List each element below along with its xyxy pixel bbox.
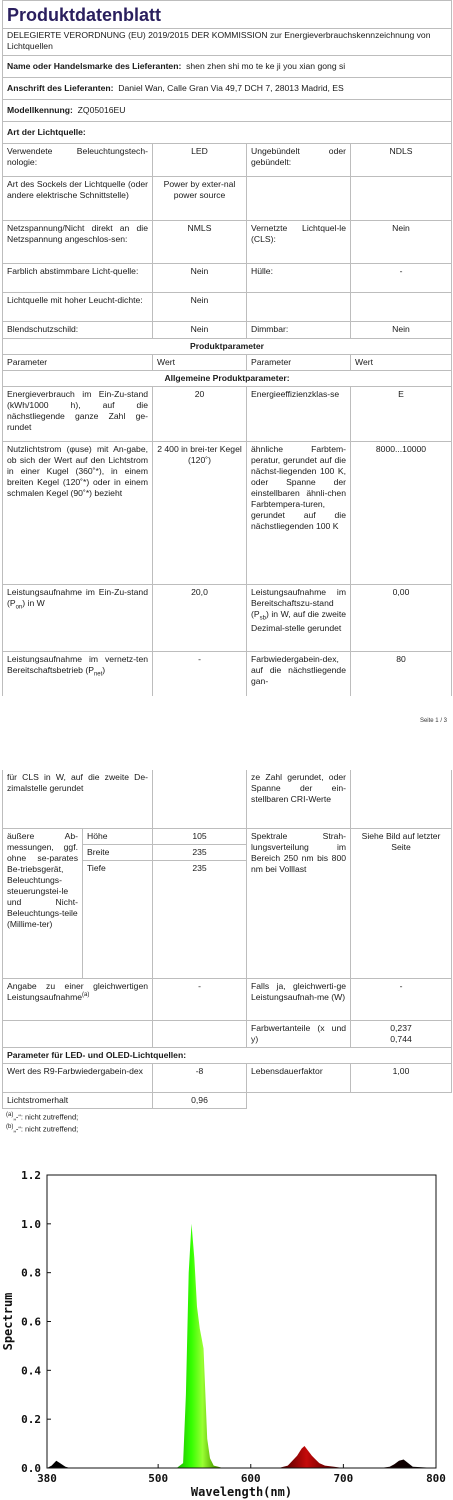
survival-factor-value: 1,00	[351, 1063, 452, 1092]
lumen-maintenance-label: Lichtstromerhalt	[3, 1092, 153, 1108]
footnote-a-text: „-“: nicht zutreffend;	[13, 1112, 79, 1121]
model-label: Modellkennung:	[7, 105, 73, 116]
equivalent-power-watt-label: Falls ja, gleichwerti-ge Leistungsaufnah-me (W)	[247, 978, 351, 1020]
x-tick-label: 800	[426, 1472, 446, 1485]
standby-power-text-end: ) in W, auf die zweite Dezimal-stelle gerundet	[251, 609, 346, 634]
empty-cell	[247, 1092, 351, 1108]
empty-cell	[351, 177, 452, 221]
technology-label: Verwendete Beleuchtungstech-nologie:	[3, 144, 153, 177]
datasheet-page-1	[0, 0, 453, 724]
light-source-type-heading: Art der Lichtquelle:	[3, 122, 452, 144]
networked-standby-label	[3, 652, 153, 696]
column-header-value: Wert	[153, 355, 247, 371]
empty-cell	[351, 293, 452, 322]
depth-label: Tiefe	[83, 860, 153, 978]
energy-consumption-label: Energieverbrauch im Ein-Zu-stand (kWh/1000 h), auf die nächstliegende ganze Zahl ge-rundet	[3, 387, 153, 442]
datasheet-table-2	[2, 770, 452, 1109]
networked-standby-text-end: )	[102, 665, 106, 676]
chromaticity-value	[351, 1020, 452, 1047]
standby-power-value: 0,00	[351, 585, 452, 652]
footnote-b	[6, 1123, 453, 1135]
on-mode-power-text: Leistungsaufnahme im Ein-Zu-stand (P	[7, 587, 148, 609]
product-parameters-heading: Produktparameter	[3, 339, 452, 355]
survival-factor-label: Lebensdauerfaktor	[247, 1063, 351, 1092]
supplier-name-row	[3, 56, 452, 78]
cri-value: 80	[351, 652, 452, 696]
cct-label: ähnliche Farbtem-peratur, gerundet auf die nächst-liegenden 100 K, oder Spanne der einstellbaren ähnli-chen Farbtempera-turen, gerundet auf die nächstliegenden 100 K	[247, 442, 351, 585]
empty-cell	[153, 770, 247, 828]
supplier-address-row	[3, 78, 452, 100]
cap-type-label: Art des Sockels der Lichtquelle (oder andere elektrische Schnittstelle)	[3, 177, 153, 221]
energy-consumption-value: 20	[153, 387, 247, 442]
cls-value: Nein	[351, 221, 452, 264]
glare-shield-label: Blendschutzschild:	[3, 322, 153, 339]
luminous-flux-value: 2 400 in brei-ter Kegel (120˚)	[153, 442, 247, 585]
spectrum-chart	[0, 1150, 453, 1500]
y-tick-label: 0.2	[21, 1413, 41, 1427]
datasheet-table-1	[2, 0, 452, 696]
energy-class-value: E	[351, 387, 452, 442]
column-header-parameter: Parameter	[247, 355, 351, 371]
networked-standby-continued: für CLS in W, auf die zweite De-zimalstelle gerundet	[3, 770, 153, 828]
on-mode-power-text-end: ) in W	[22, 598, 45, 609]
equivalent-power-watt-value: -	[351, 978, 452, 1020]
width-label: Breite	[83, 844, 153, 860]
equivalent-power-text: Angabe zu einer gleichwertigen Leistungsaufnahme	[7, 980, 149, 1002]
energy-class-label: Energieeffizienzklas-se	[247, 387, 351, 442]
standby-power-label	[247, 585, 351, 652]
supplier-address-value: Daniel Wan, Calle Gran Via 49,7 DCH 7, 28013 Madrid, ES	[118, 83, 344, 94]
standby-power-text: Leistungsaufnahme im Bereitschaftszu-stand (P	[251, 587, 346, 620]
x-axis-label: Wavelength(nm)	[190, 1485, 293, 1499]
cct-value: 8000...10000	[351, 442, 452, 585]
on-mode-power-label	[3, 585, 153, 652]
cri-label: Farbwiedergabein-dex, auf die nächstliegende gan-	[247, 652, 351, 696]
plot-area	[47, 1224, 436, 1468]
footnotes	[6, 1111, 453, 1135]
tunable-label: Farblich abstimmbare Licht-quelle:	[3, 264, 153, 293]
y-tick-label: 0.0	[21, 1462, 41, 1475]
column-header-parameter: Parameter	[3, 355, 153, 371]
footnote-b-text: „-“: nicht zutreffend;	[13, 1124, 79, 1134]
on-mode-power-subscript: on	[15, 604, 23, 611]
empty-cell	[351, 770, 452, 828]
glare-shield-value: Nein	[153, 322, 247, 339]
networked-standby-subscript: net	[93, 671, 103, 678]
spectral-distribution-label: Spektrale Strah-lungsverteilung im Bereich 250 nm bis 800 nm bei Volllast	[247, 828, 351, 978]
envelope-label: Hülle:	[247, 264, 351, 293]
height-label: Höhe	[83, 828, 153, 844]
cri-label-continued: ze Zahl gerundet, oder Spanne der ein-stellbaren CRI-Werte	[247, 770, 351, 828]
networked-standby-value: -	[153, 652, 247, 696]
chromaticity-y: 0,744	[390, 1033, 412, 1044]
y-tick-label: 1.0	[21, 1217, 41, 1231]
supplier-name-label: Name oder Handelsmarke des Lieferanten:	[7, 61, 182, 72]
cls-label: Vernetzte Lichtquel-le (CLS):	[247, 221, 351, 264]
dimensions-label: äußere Ab-messungen, ggf. ohne se-parates Be-triebsgerät, Beleuchtungs-steuerungstei-le und Nicht-Beleuchtungs-teile (Millime-ter)	[3, 828, 83, 978]
regulation-subtitle: DELEGIERTE VERORDNUNG (EU) 2019/2015 DER KOMMISSION zur Energieverbrauchskennzeichnung von Lichtquellen	[3, 29, 452, 56]
x-tick-label: 600	[240, 1472, 261, 1485]
y-tick-label: 1.2	[21, 1169, 41, 1182]
datasheet-page-2	[0, 770, 453, 1150]
standby-power-subscript: sb	[259, 615, 266, 622]
supplier-address-label: Anschrift des Lieferanten:	[7, 83, 114, 94]
empty-cell	[247, 293, 351, 322]
column-header-value: Wert	[351, 355, 452, 371]
spectrum-series-area	[47, 1224, 436, 1468]
y-axis-label: Spectrum	[1, 1292, 15, 1351]
x-tick-label: 500	[148, 1472, 169, 1485]
footnote-a	[6, 1111, 453, 1123]
dimmable-label: Dimmbar:	[247, 322, 351, 339]
cap-type-value: Power by exter-nal power source	[153, 177, 247, 221]
spectrum-chart-svg	[0, 1150, 453, 1500]
y-tick-label: 0.6	[21, 1315, 41, 1329]
r9-value: -8	[153, 1063, 247, 1092]
mains-value: NMLS	[153, 221, 247, 264]
plot-frame	[47, 1175, 436, 1468]
general-parameters-heading: Allgemeine Produktparameter:	[3, 371, 452, 387]
equivalent-power-value: -	[153, 978, 247, 1020]
x-tick-label: 380	[37, 1472, 57, 1485]
supplier-name-value: shen zhen shi mo te ke ji you xian gong si	[186, 61, 346, 72]
chromaticity-x: 0,237	[390, 1022, 412, 1033]
r9-label: Wert des R9-Farbwiedergabein-dex	[3, 1063, 153, 1092]
on-mode-power-value: 20,0	[153, 585, 247, 652]
high-luminance-value: Nein	[153, 293, 247, 322]
dimmable-value: Nein	[351, 322, 452, 339]
spectral-distribution-value: Siehe Bild auf letzter Seite	[351, 828, 452, 978]
lumen-maintenance-value: 0,96	[153, 1092, 247, 1108]
technology-value: LED	[153, 144, 247, 177]
footnote-b-mark: (b)	[6, 1123, 14, 1130]
empty-cell	[351, 1092, 452, 1108]
directional-value: NDLS	[351, 144, 452, 177]
envelope-value: -	[351, 264, 452, 293]
x-tick-label: 700	[333, 1472, 354, 1485]
chart-axes	[21, 1169, 446, 1485]
directional-label: Ungebündelt oder gebündelt:	[247, 144, 351, 177]
y-tick-label: 0.4	[21, 1364, 41, 1378]
model-row	[3, 100, 452, 122]
high-luminance-label: Lichtquelle mit hoher Leucht-dichte:	[3, 293, 153, 322]
luminous-flux-label: Nutzlichtstrom (φuse) mit An-gabe, ob sich der Wert auf den Lichtstrom in einer Kugel (360˚*), in einem breiten Kegel (120˚*) oder in einem schmalen Kegel (90˚*) bezieht	[3, 442, 153, 585]
page-number: Seite 1 / 3	[419, 718, 447, 724]
page-title: Produktdatenblatt	[3, 1, 452, 29]
equivalent-power-label	[3, 978, 153, 1020]
networked-standby-text: Leistungsaufnahme im vernetz-ten Bereitschaftsbetrieb (P	[7, 654, 148, 676]
mains-label: Netzspannung/Nicht direkt an die Netzspannung angeschlos-sen:	[3, 221, 153, 264]
empty-cell	[247, 177, 351, 221]
led-oled-parameters-heading: Parameter für LED- und OLED-Lichtquellen:	[3, 1047, 452, 1063]
empty-cell	[3, 1020, 153, 1047]
footnote-a-mark: (a)	[6, 1111, 14, 1118]
y-tick-label: 0.8	[21, 1266, 41, 1280]
model-value: ZQ05016EU	[77, 105, 126, 116]
height-value: 105	[153, 828, 247, 844]
chromaticity-label: Farbwertanteile (x und y)	[247, 1020, 351, 1047]
footnote-a-marker: (a)	[82, 991, 90, 998]
empty-cell	[153, 1020, 247, 1047]
tunable-value: Nein	[153, 264, 247, 293]
width-value: 235	[153, 844, 247, 860]
depth-value: 235	[153, 860, 247, 978]
